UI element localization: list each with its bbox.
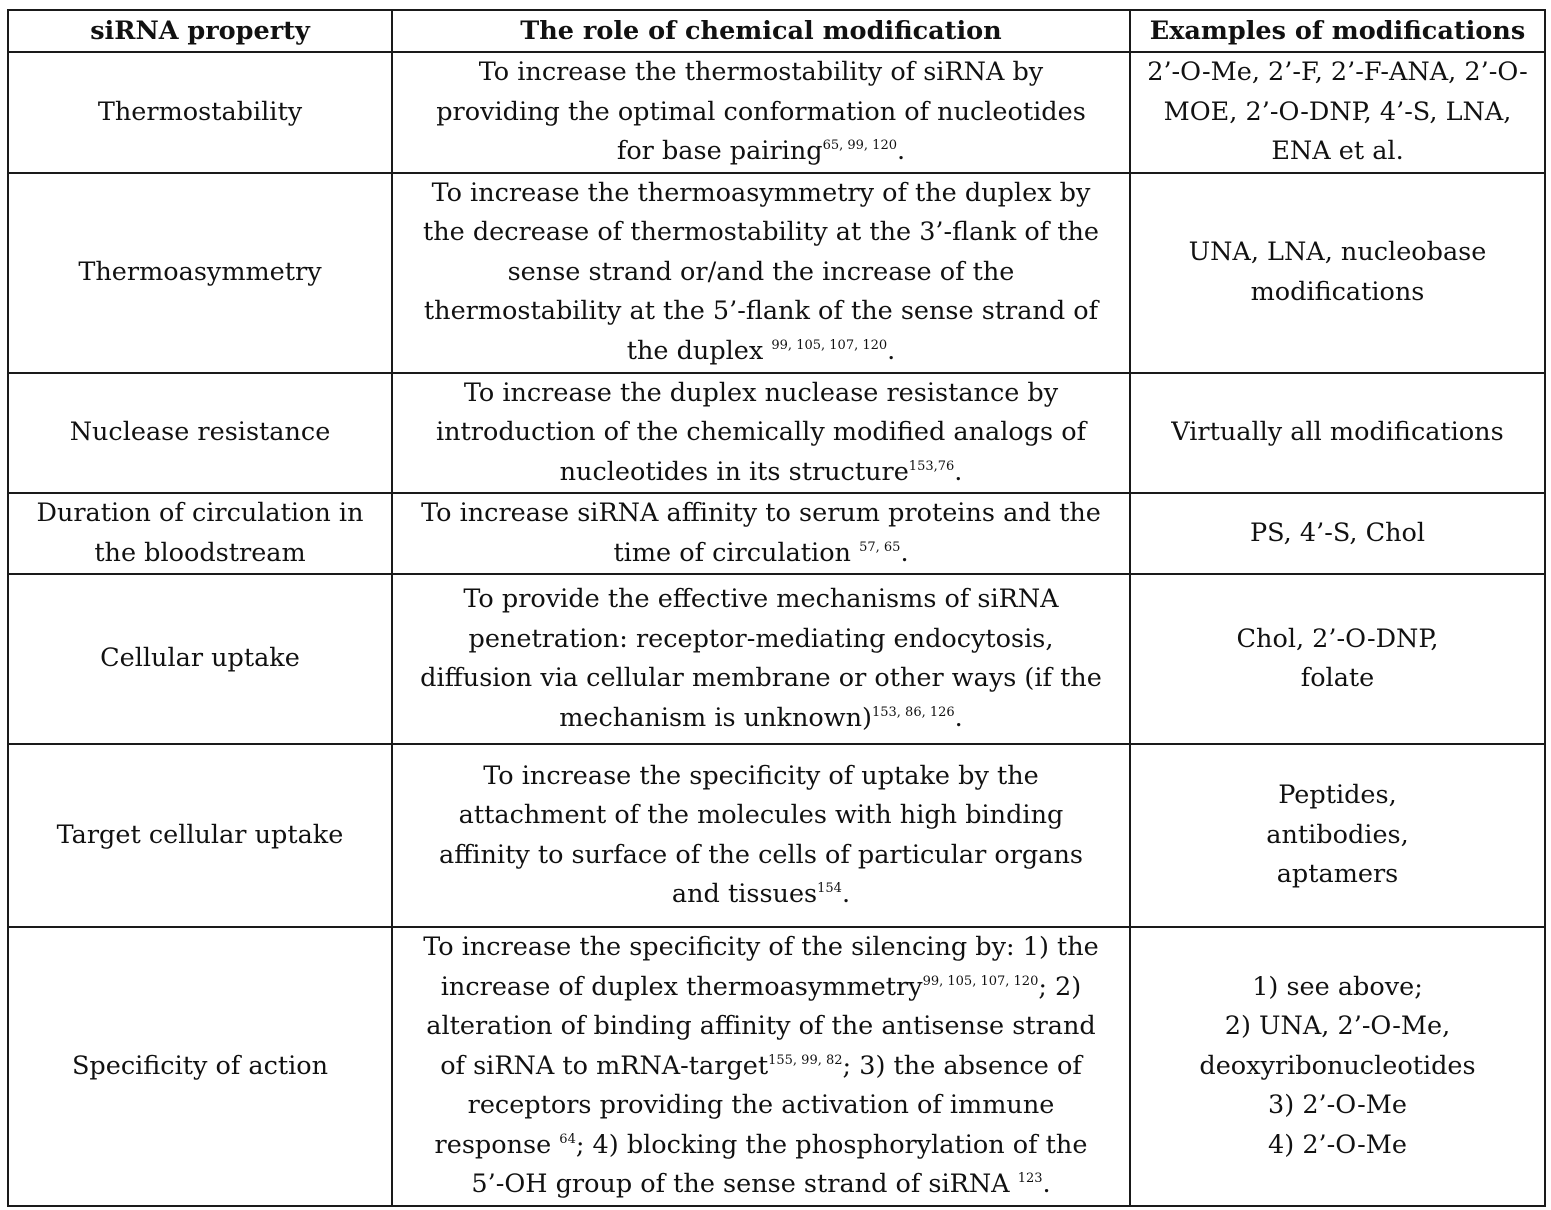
property-cell: Cellular uptake (8, 574, 392, 744)
citation-ref: 65, 99, 120 (822, 138, 897, 153)
example-line: Chol, 2’-O-DNP, (1236, 623, 1439, 654)
example-line: 1) see above; (1252, 971, 1423, 1002)
citation-ref: 123 (1017, 1171, 1043, 1186)
table-row (8, 927, 1545, 1206)
citation-ref: 99, 105, 107, 120 (922, 973, 1039, 989)
header-property: siRNA property (8, 10, 392, 52)
citation-ref: 64 (559, 1131, 576, 1147)
property-cell: Thermoasymmetry (8, 173, 392, 373)
property-cell: Nuclease resistance (8, 373, 392, 494)
role-cell: To increase the specificity of uptake by the attachment of the molecules with high binding affinity to surface of the cells of particular organs and tissues$^{154}$. (392, 744, 1130, 927)
property-cell: Thermostability (8, 52, 392, 173)
examples-cell (1130, 574, 1545, 744)
property-cell: Duration of circulation in the bloodstream (8, 493, 392, 574)
citation-ref: 57, 65 (859, 539, 901, 555)
citation-ref: 153, 86, 126 (871, 704, 955, 720)
table-row (8, 173, 1545, 373)
header-row (8, 10, 1545, 52)
table-row (8, 373, 1545, 494)
role-cell: To increase the thermostability of siRNA by providing the optimal conformation of nucleotides for base pairing$^{65, 99, 120}$. (392, 52, 1130, 173)
header-examples: Examples of modifications (1130, 10, 1545, 52)
example-line: PS, 4’-S, Chol (1249, 517, 1426, 548)
property-cell: Specificity of action (8, 927, 392, 1206)
role-cell: To increase the duplex nuclease resistance by introduction of the chemically modified analogs of nucleotides in its structure$^{153,76}$. (392, 373, 1130, 494)
role-cell: To increase the specificity of the silencing by: 1) the increase of duplex thermoasymmetry$^{99, 105, 107, 120}$; 2) alteration of binding affinity of the antisense strand of siRNA to mRNA-target$^{155, 99, 82}$; 3) the absence of receptors providing the activation of immune response $^{64}$; 4) blocking the phosphorylation of the 5’-OH group of the sense strand of siRNA $^{123}$. (392, 927, 1130, 1206)
role-cell: To increase the thermoasymmetry of the duplex by the decrease of thermostability at the 3’-flank of the sense strand or/and the increase of the thermostability at the 5’-flank of the sense strand of the duplex $^{99, 105, 107, 120}$. (392, 173, 1130, 373)
example-line: 4) 2’-O-Me (1268, 1129, 1407, 1160)
header-role: The role of chemical modification (392, 10, 1130, 52)
citation-ref: 154 (817, 881, 842, 896)
citation-ref: 99, 105, 107, 120 (771, 337, 888, 353)
examples-cell (1130, 927, 1545, 1206)
example-line: aptamers (1276, 859, 1399, 890)
property-cell: Target cellular uptake (8, 744, 392, 927)
example-line: 2) UNA, 2’-O-Me, deoxyribonucleotides (1199, 1011, 1476, 1081)
example-line: 2’-O-Me, 2’-F, 2’-F-ANA, 2’-O-MOE, 2’-O-DNP, 4’-S, LNA, ENA et al. (1147, 57, 1528, 166)
example-line: Peptides, (1278, 780, 1397, 811)
role-cell: To increase siRNA affinity to serum proteins and the time of circulation $^{57, 65}$. (392, 493, 1130, 574)
table-row (8, 574, 1545, 744)
example-line: antibodies, (1266, 819, 1409, 850)
table-row (8, 493, 1545, 574)
example-line: Virtually all modifications (1171, 417, 1504, 447)
examples-cell (1130, 373, 1545, 494)
examples-cell (1130, 744, 1545, 927)
modifications-table (7, 9, 1546, 1207)
example-line: 3) 2’-O-Me (1268, 1090, 1407, 1120)
table-row (8, 744, 1545, 927)
examples-cell (1130, 52, 1545, 173)
citation-ref: 155, 99, 82 (768, 1052, 843, 1068)
citation-ref: 153,76 (908, 458, 955, 474)
example-line: UNA, LNA, nucleobase modifications (1188, 237, 1487, 307)
table-row (8, 52, 1545, 173)
examples-cell (1130, 493, 1545, 574)
examples-cell (1130, 173, 1545, 373)
role-cell: To provide the effective mechanisms of siRNA penetration: receptor-mediating endocytosis, diffusion via cellular membrane or other ways (if the mechanism is unknown)$^{153, 86, 126}$. (392, 574, 1130, 744)
example-line: folate (1300, 663, 1375, 693)
